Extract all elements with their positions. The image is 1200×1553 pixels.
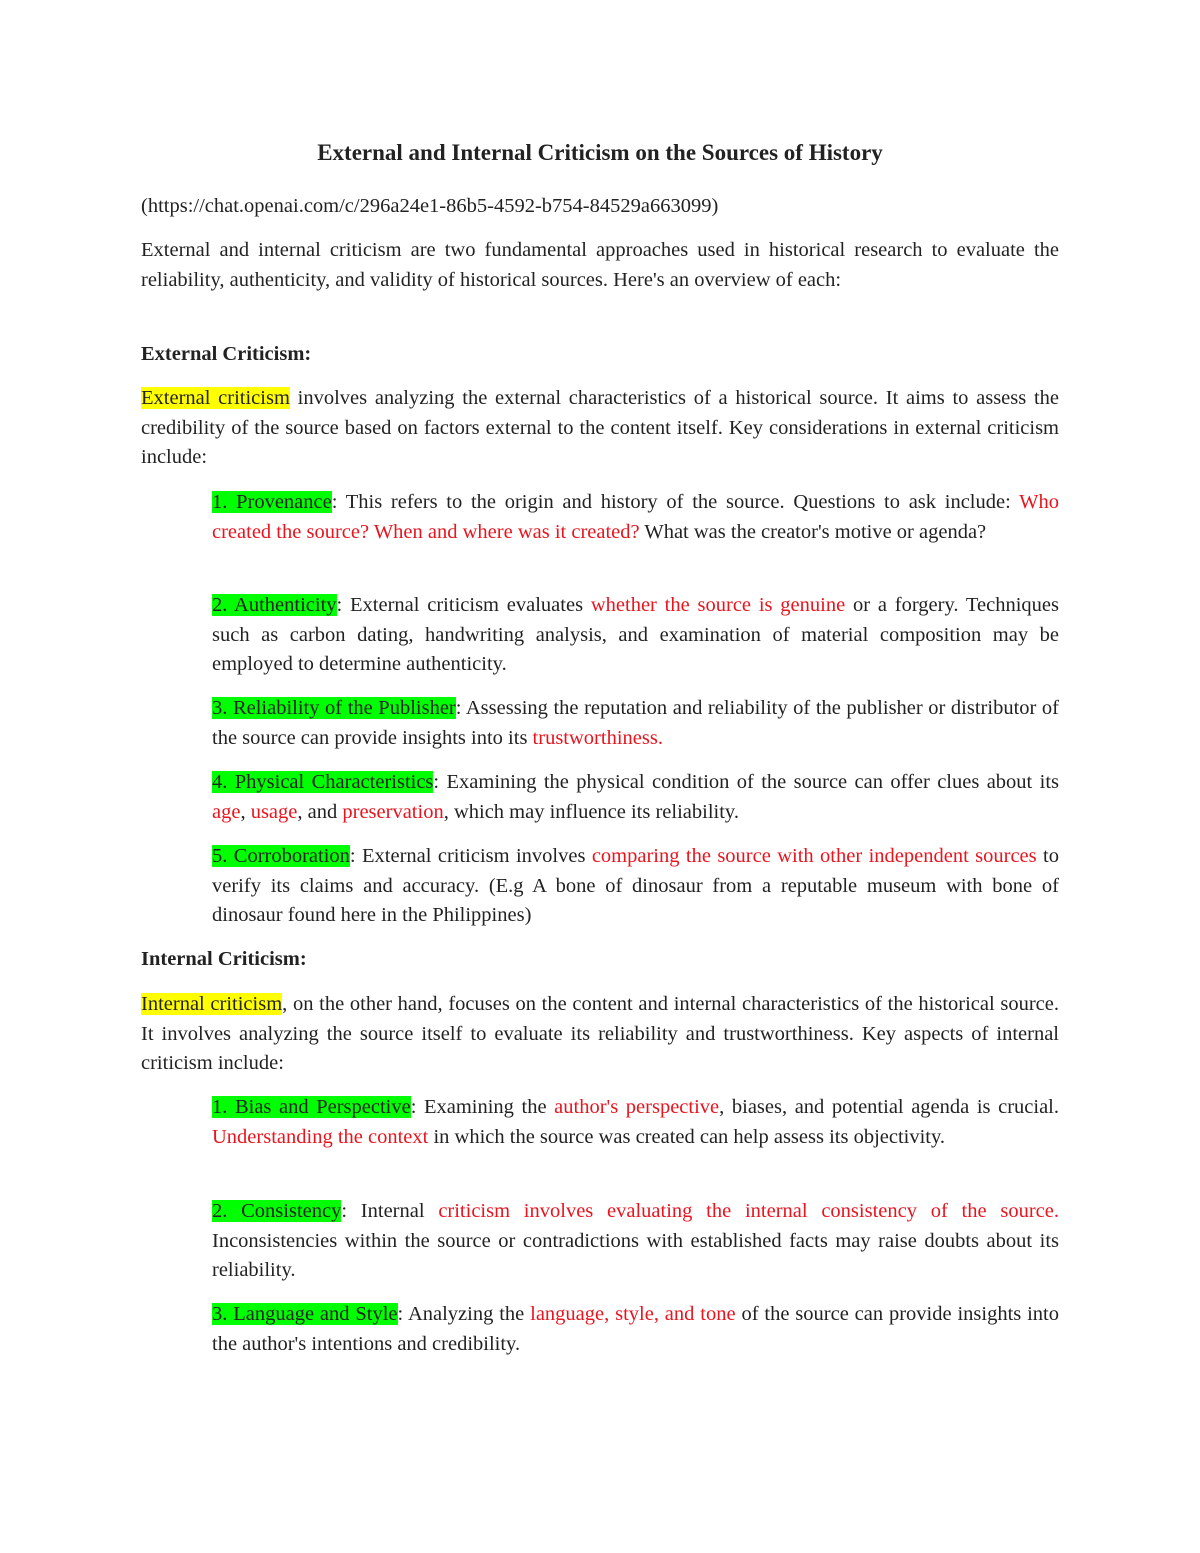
external-item-provenance: 1. Provenance: This refers to the origin and history of the source. Questions to ask include: Who created the source? When and where was it created? What was the creator's motive or agenda? [212,491,1059,543]
intro-paragraph: External and internal criticism are two fundamental approaches used in historical research to evaluate the reliability, authenticity, and validity of historical sources. Here's an overview of each: [141,239,1059,291]
internal-item-language: 3. Language and Style: Analyzing the language, style, and tone of the source can provide insights into the author's intentions and credibility. [212,1303,1059,1355]
source-link: (https://chat.openai.com/c/296a24e1-86b5-4592-b754-84529a663099) [141,195,719,217]
external-intro: External criticism involves analyzing the external characteristics of a historical source. It aims to assess the credibility of the source based on factors external to the content itself. Key considerations in external criticism include: [141,387,1060,468]
internal-heading: Internal Criticism: [141,948,307,970]
external-term-highlight: External criticism [141,387,290,409]
internal-item-bias: 1. Bias and Perspective: Examining the author's perspective, biases, and potential agenda is crucial. Understanding the context in which the source was created can help assess its objectivity. [212,1096,1059,1148]
item-label: 2. Authenticity [212,594,337,616]
item-label: 1. Provenance [212,491,332,513]
document-title: External and Internal Criticism on the Sources of History [317,140,883,165]
internal-item-consistency: 2. Consistency: Internal criticism involves evaluating the internal consistency of the source. Inconsistencies within the source or contradictions with established facts may raise doubts about its reliability. [212,1200,1059,1281]
external-heading: External Criticism: [141,343,312,365]
item-label: 4. Physical Characteristics [212,771,434,793]
item-label: 5. Corroboration [212,845,350,867]
item-label: 3. Reliability of the Publisher [212,697,456,719]
item-label: 3. Language and Style [212,1303,398,1325]
external-item-authenticity: 2. Authenticity: External criticism evaluates whether the source is genuine or a forgery. Techniques such as carbon dating, handwriting analysis, and examination of material composition may be employed to determine authenticity. [212,594,1059,675]
item-label: 2. Consistency [212,1200,342,1222]
internal-term-highlight: Internal criticism [141,993,283,1015]
internal-intro: Internal criticism, on the other hand, focuses on the content and internal characteristics of the historical source. It involves analyzing the source itself to evaluate its reliability and trustworthiness. Key aspects of internal criticism include: [141,993,1059,1074]
item-label: 1. Bias and Perspective [212,1096,411,1118]
external-item-physical: 4. Physical Characteristics: Examining the physical condition of the source can offer clues about its age, usage, and preservation, which may influence its reliability. [212,771,1060,823]
external-item-publisher: 3. Reliability of the Publisher: Assessing the reputation and reliability of the publisher or distributor of the source can provide insights into its trustworthiness. [212,697,1059,749]
external-item-corroboration: 5. Corroboration: External criticism involves comparing the source with other independent sources to verify its claims and accuracy. (E.g A bone of dinosaur from a reputable museum with bone of dinosaur found here in the Philippines) [212,845,1059,926]
